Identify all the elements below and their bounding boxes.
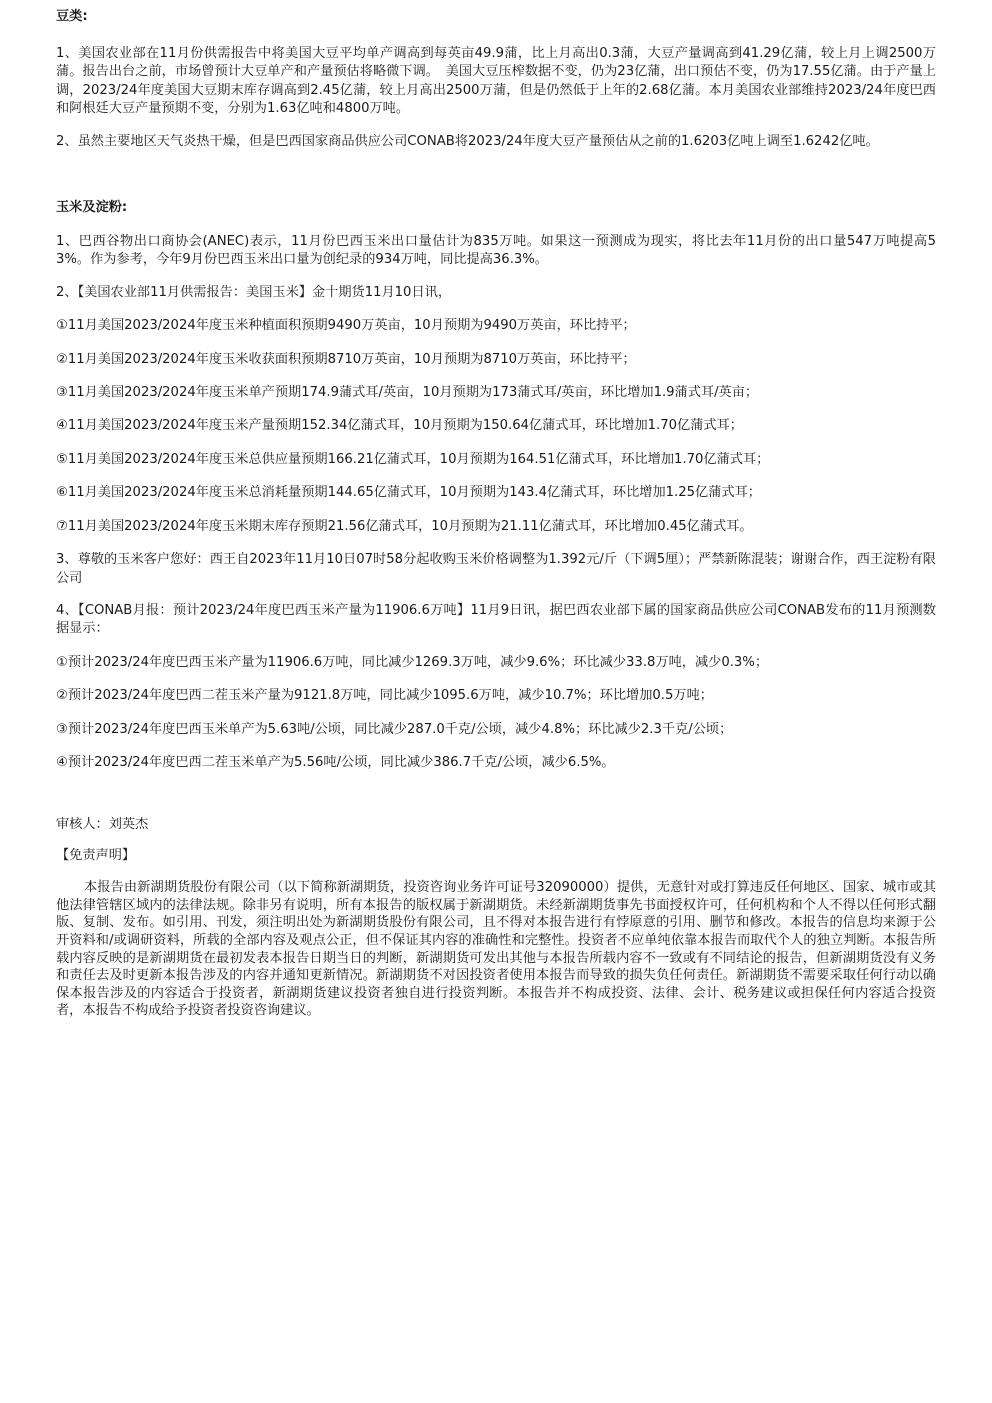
corn-heading: 玉米及淀粉: xyxy=(56,200,128,216)
list-item: ⑦11月美国2023/2024年度玉米期末库存预期21.56亿蒲式耳，10月预期为21.11亿蒲式耳，环比增加0.45亿蒲式耳。 xyxy=(56,518,753,534)
list-item: ⑤11月美国2023/2024年度玉米总供应量预期166.21亿蒲式耳，10月预期为164.51亿蒲式耳，环比增加1.70亿蒲式耳； xyxy=(56,451,770,467)
list-item: ④11月美国2023/2024年度玉米产量预期152.34亿蒲式耳，10月预期为150.64亿蒲式耳，环比增加1.70亿蒲式耳； xyxy=(56,418,743,434)
corn-paragraph-anec: 1、巴西谷物出口商协会(ANEC)表示，11月份巴西玉米出口量估计为835万吨。如果这一预测成为现实，将比去年11月份的出口量547万吨提高53%。作为参考，今年9月份巴西玉米出口量为创纪录的934万吨，同比提高36.3%。 xyxy=(56,234,936,268)
disclaimer-section xyxy=(56,847,936,1020)
disclaimer-title: 【免责声明】 xyxy=(56,847,136,863)
soy-heading: 豆类: xyxy=(56,9,88,24)
list-item: ⑥11月美国2023/2024年度玉米总消耗量预期144.65亿蒲式耳，10月预期为143.4亿蒲式耳，环比增加1.25亿蒲式耳； xyxy=(56,485,761,501)
corn-paragraph-usda-intro: 2、【美国农业部11月供需报告：美国玉米】金十期货11月10日讯， xyxy=(56,284,452,300)
list-item: ①11月美国2023/2024年度玉米种植面积预期9490万英亩，10月预期为9490万英亩，环比持平； xyxy=(56,318,636,334)
conab-corn-list xyxy=(56,654,936,773)
list-item: ②11月美国2023/2024年度玉米收获面积预期8710万英亩，10月预期为8710万英亩，环比持平； xyxy=(56,351,636,367)
corn-section xyxy=(56,197,936,772)
list-item: ④预计2023/24年度巴西二茬玉米单产为5.56吨/公顷，同比减少386.7千克/公顷，减少6.5%。 xyxy=(56,754,615,770)
list-item: ③预计2023/24年度巴西玉米单产为5.63吨/公顷，同比减少287.0千克/公顷，减少4.8%；环比减少2.3千克/公顷； xyxy=(56,721,733,737)
soy-section xyxy=(56,6,936,151)
corn-paragraph-conab-intro: 4、【CONAB月报：预计2023/24年度巴西玉米产量为11906.6万吨】11月9日讯，据巴西农业部下属的国家商品供应公司CONAB发布的11月预测数据显示： xyxy=(56,602,936,637)
usda-corn-list xyxy=(56,317,936,536)
disclaimer-body: 本报告由新湖期货股份有限公司（以下简称新湖期货，投资咨询业务许可证号32090000）提供，无意针对或打算违反任何地区、国家、城市或其他法律管辖区域内的法律法规。除非另有说明，所有本报告的版权属于新湖期货。未经新湖期货事先书面授权许可，任何机构和个人不得以任何形式翻版、复制、发布。如引用、刊发，须注明出处为新湖期货股份有限公司，且不得对本报告进行有悖原意的引用、删节和修改。本报告的信息均来源于公开资料和/或调研资料，所载的全部内容及观点公正，但不保证其内容的准确性和完整性。投资者不应单纯依靠本报告而取代个人的独立判断。本报告所载内容反映的是新湖期货在最初发表本报告日期当日的判断，新湖期货可发出其他与本报告所载内容不一致或有不同结论的报告，但新湖期货没有义务和责任去及时更新本报告涉及的内容并通知更新情况。新湖期货不对因投资者使用本报告而导致的损失负任何责任。新湖期货不需要采取任何行动以确保本报告涉及的内容适合于投资者，新湖期货建议投资者独自进行投资判断。本报告并不构成投资、法律、会计、税务建议或担保任何内容适合投资者，本报告不构成给予投资者投资咨询建议。 xyxy=(56,880,936,1019)
soy-paragraph-1: 1、美国农业部在11月份供需报告中将美国大豆平均单产调高到每英亩49.9蒲，比上月高出0.3蒲，大豆产量调高到41.29亿蒲，较上月上调2500万蒲。报告出台之前，市场曾预计大豆单产和产量预估将略微下调。 美国大豆压榨数据不变，仍为23亿蒲，出口预估不变，仍为17.55亿蒲。由于产量上调，2023/24年度美国大豆期末库存调高到2.45亿蒲，较上月高出2500万蒲，但是仍然低于上年的2.68亿蒲。本月美国农业部维持2023/24年度巴西和阿根廷大豆产量预期不变，分别为1.63亿吨和4800万吨。 xyxy=(56,46,936,117)
list-item: ①预计2023/24年度巴西玉米产量为11906.6万吨，同比减少1269.3万吨，减少9.6%；环比减少33.8万吨，减少0.3%； xyxy=(56,654,769,670)
list-item: ②预计2023/24年度巴西二茬玉米产量为9121.8万吨，同比减少1095.6万吨，减少10.7%；环比增加0.5万吨； xyxy=(56,688,713,704)
report-page xyxy=(56,6,936,1020)
list-item: ③11月美国2023/2024年度玉米单产预期174.9蒲式耳/英亩，10月预期为173蒲式耳/英亩，环比增加1.9蒲式耳/英亩； xyxy=(56,385,759,401)
reviewer-line: 审核人：刘英杰 xyxy=(56,817,149,833)
soy-paragraph-2: 2、虽然主要地区天气炎热干燥，但是巴西国家商品供应公司CONAB将2023/24年度大豆产量预估从之前的1.6203亿吨上调至1.6242亿吨。 xyxy=(56,133,879,149)
corn-paragraph-xiwang-price: 3、尊敬的玉米客户您好：西王自2023年11月10日07时58分起收购玉米价格调整为1.392元/斤（下调5厘）；严禁新陈混装；谢谢合作，西王淀粉有限公司 xyxy=(56,552,936,586)
